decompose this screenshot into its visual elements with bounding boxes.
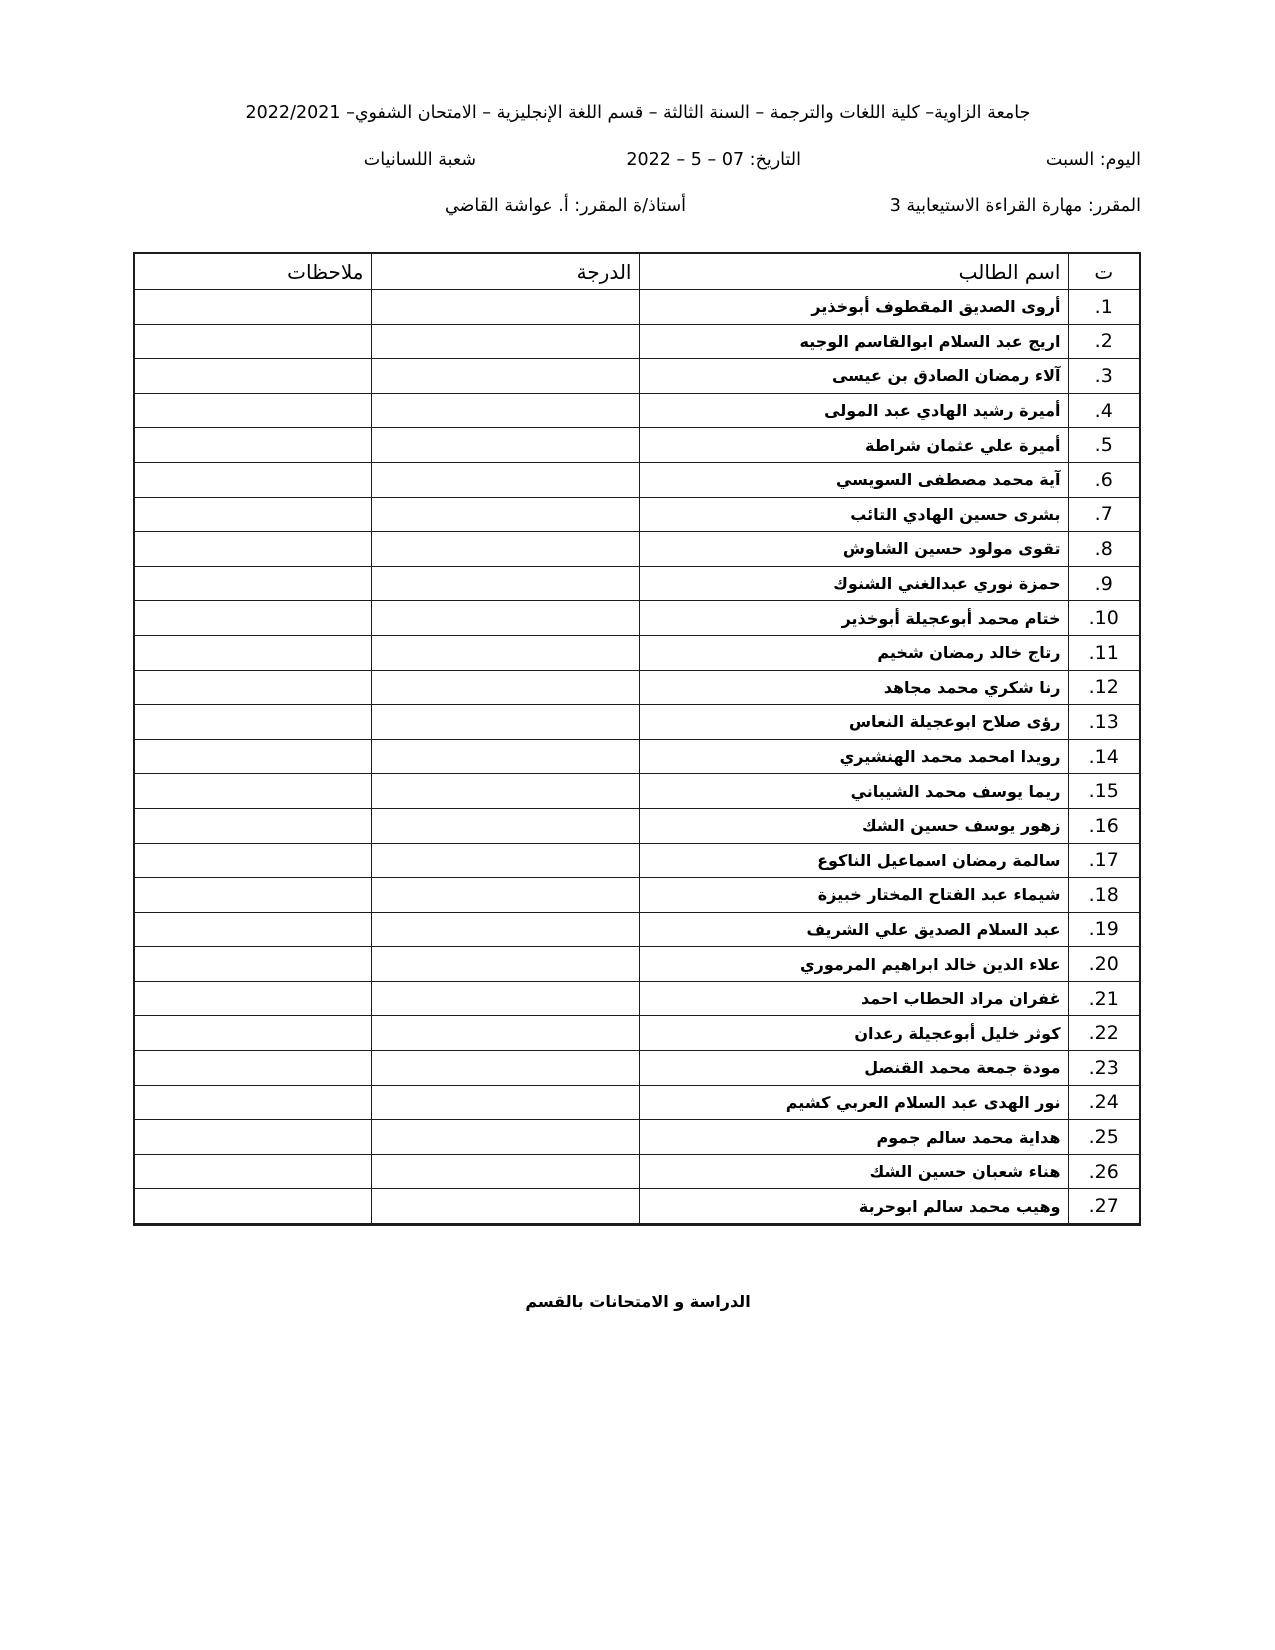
row-number: 22. [1068, 1016, 1140, 1051]
grade-cell-empty [371, 1120, 639, 1155]
notes-cell-empty [134, 878, 371, 913]
column-header-notes: ملاحظات [134, 253, 371, 290]
row-number: 17. [1068, 843, 1140, 878]
row-number: 12. [1068, 670, 1140, 705]
table-row [134, 774, 1140, 809]
student-name: عبد السلام الصديق علي الشريف [639, 912, 1068, 947]
row-number: 15. [1068, 774, 1140, 809]
notes-cell-empty [134, 428, 371, 463]
row-number: 1. [1068, 290, 1140, 325]
row-number: 25. [1068, 1120, 1140, 1155]
student-name: غفران مراد الحطاب احمد [639, 981, 1068, 1016]
student-name: كوثر خليل أبوعجيلة رعدان [639, 1016, 1068, 1051]
column-header-student-name: اسم الطالب [639, 253, 1068, 290]
table-row [134, 1016, 1140, 1051]
table-row [134, 1189, 1140, 1225]
grade-cell-empty [371, 359, 639, 394]
notes-cell-empty [134, 1154, 371, 1189]
student-name: وهيب محمد سالم ابوحربة [639, 1189, 1068, 1225]
notes-cell-empty [134, 670, 371, 705]
grade-cell-empty [371, 532, 639, 567]
notes-cell-empty [134, 981, 371, 1016]
table-row [134, 947, 1140, 982]
row-number: 18. [1068, 878, 1140, 913]
student-name: زهور يوسف حسين الشك [639, 808, 1068, 843]
table-row [134, 601, 1140, 636]
row-number: 9. [1068, 566, 1140, 601]
notes-cell-empty [134, 705, 371, 740]
table-row [134, 843, 1140, 878]
grade-cell-empty [371, 670, 639, 705]
notes-cell-empty [134, 1120, 371, 1155]
student-name: سالمة رمضان اسماعيل الناكوع [639, 843, 1068, 878]
grade-cell-empty [371, 705, 639, 740]
student-name: رتاج خالد رمضان شخيم [639, 635, 1068, 670]
date-label: التاريخ: 07 – 5 – 2022 [626, 150, 801, 170]
notes-cell-empty [134, 359, 371, 394]
student-name: اريج عبد السلام ابوالقاسم الوجيه [639, 324, 1068, 359]
student-name: رنا شكري محمد مجاهد [639, 670, 1068, 705]
row-number: 26. [1068, 1154, 1140, 1189]
notes-cell-empty [134, 532, 371, 567]
course-label: المقرر: مهارة القراءة الاستيعابية 3 [889, 196, 1141, 216]
grade-cell-empty [371, 601, 639, 636]
notes-cell-empty [134, 566, 371, 601]
table-row [134, 1120, 1140, 1155]
grade-cell-empty [371, 566, 639, 601]
grade-cell-empty [371, 878, 639, 913]
grade-cell-empty [371, 290, 639, 325]
grade-cell-empty [371, 1189, 639, 1225]
row-number: 3. [1068, 359, 1140, 394]
row-number: 5. [1068, 428, 1140, 463]
row-number: 4. [1068, 393, 1140, 428]
section-label: شعبة اللسانيات [363, 150, 476, 170]
grade-cell-empty [371, 635, 639, 670]
student-name: أميرة علي عثمان شراطة [639, 428, 1068, 463]
student-name: مودة جمعة محمد القنصل [639, 1051, 1068, 1086]
notes-cell-empty [134, 393, 371, 428]
notes-cell-empty [134, 497, 371, 532]
notes-cell-empty [134, 324, 371, 359]
table-row [134, 705, 1140, 740]
table-row [134, 1051, 1140, 1086]
row-number: 11. [1068, 635, 1140, 670]
student-name: رؤى صلاح ابوعجيلة النعاس [639, 705, 1068, 740]
notes-cell-empty [134, 462, 371, 497]
grade-cell-empty [371, 912, 639, 947]
student-name: هناء شعبان حسين الشك [639, 1154, 1068, 1189]
table-row [134, 912, 1140, 947]
row-number: 16. [1068, 808, 1140, 843]
row-number: 21. [1068, 981, 1140, 1016]
table-row [134, 635, 1140, 670]
notes-cell-empty [134, 947, 371, 982]
row-number: 2. [1068, 324, 1140, 359]
column-header-grade: الدرجة [371, 253, 639, 290]
row-number: 13. [1068, 705, 1140, 740]
instructor-label: أستاذ/ة المقرر: أ. عواشة القاضي [444, 196, 686, 216]
table-row [134, 462, 1140, 497]
student-name: رويدا امحمد محمد الهنشيري [639, 739, 1068, 774]
notes-cell-empty [134, 912, 371, 947]
notes-cell-empty [134, 635, 371, 670]
table-row [134, 808, 1140, 843]
notes-cell-empty [134, 1016, 371, 1051]
grade-cell-empty [371, 1085, 639, 1120]
row-number: 7. [1068, 497, 1140, 532]
student-name: بشرى حسين الهادي التائب [639, 497, 1068, 532]
grade-cell-empty [371, 393, 639, 428]
grade-cell-empty [371, 774, 639, 809]
grade-cell-empty [371, 1051, 639, 1086]
student-name: هداية محمد سالم جموم [639, 1120, 1068, 1155]
table-row [134, 359, 1140, 394]
grade-cell-empty [371, 428, 639, 463]
student-name: آية محمد مصطفى السويسي [639, 462, 1068, 497]
footer-note: الدراسة و الامتحانات بالقسم [525, 1292, 751, 1311]
row-number: 8. [1068, 532, 1140, 567]
table-row [134, 497, 1140, 532]
table-row [134, 324, 1140, 359]
student-name: ريما يوسف محمد الشيباني [639, 774, 1068, 809]
row-number: 6. [1068, 462, 1140, 497]
student-name: ختام محمد أبوعجيلة أبوخذير [639, 601, 1068, 636]
grade-cell-empty [371, 497, 639, 532]
table-row [134, 670, 1140, 705]
grade-cell-empty [371, 947, 639, 982]
table-row [134, 981, 1140, 1016]
student-name: تقوى مولود حسين الشاوش [639, 532, 1068, 567]
header-meta-row-1 [135, 150, 1141, 182]
row-number: 10. [1068, 601, 1140, 636]
student-name: شيماء عبد الفتاح المختار خبيزة [639, 878, 1068, 913]
grade-cell-empty [371, 843, 639, 878]
grade-cell-empty [371, 324, 639, 359]
table-row [134, 532, 1140, 567]
notes-cell-empty [134, 808, 371, 843]
table-row [134, 290, 1140, 325]
notes-cell-empty [134, 843, 371, 878]
document-title: جامعة الزاوية– كلية اللغات والترجمة – السنة الثالثة – قسم اللغة الإنجليزية – الامتحان الشفوي– 2022/2021 [245, 103, 1031, 123]
student-name: آلاء رمضان الصادق بن عيسى [639, 359, 1068, 394]
row-number: 14. [1068, 739, 1140, 774]
table-header-row [134, 253, 1140, 290]
table-row [134, 566, 1140, 601]
student-name: أروى الصديق المقطوف أبوخذير [639, 290, 1068, 325]
grade-cell-empty [371, 1154, 639, 1189]
table-row [134, 428, 1140, 463]
grade-cell-empty [371, 739, 639, 774]
notes-cell-empty [134, 1189, 371, 1225]
header-meta-row-2 [135, 196, 1141, 228]
students-table [133, 252, 1141, 1226]
day-label: اليوم: السبت [1045, 150, 1141, 170]
notes-cell-empty [134, 739, 371, 774]
table-row [134, 1154, 1140, 1189]
column-header-number: ت [1068, 253, 1140, 290]
notes-cell-empty [134, 601, 371, 636]
student-name: علاء الدين خالد ابراهيم المرموري [639, 947, 1068, 982]
notes-cell-empty [134, 1085, 371, 1120]
table-row [134, 393, 1140, 428]
grade-cell-empty [371, 1016, 639, 1051]
notes-cell-empty [134, 774, 371, 809]
table-row [134, 739, 1140, 774]
grade-cell-empty [371, 808, 639, 843]
notes-cell-empty [134, 1051, 371, 1086]
student-name: أميرة رشيد الهادي عبد المولى [639, 393, 1068, 428]
row-number: 20. [1068, 947, 1140, 982]
table-row [134, 1085, 1140, 1120]
notes-cell-empty [134, 290, 371, 325]
table-row [134, 878, 1140, 913]
grade-cell-empty [371, 981, 639, 1016]
row-number: 27. [1068, 1189, 1140, 1225]
row-number: 24. [1068, 1085, 1140, 1120]
row-number: 19. [1068, 912, 1140, 947]
student-name: نور الهدى عبد السلام العربي كشيم [639, 1085, 1068, 1120]
student-name: حمزة نوري عبدالغني الشنوك [639, 566, 1068, 601]
grade-cell-empty [371, 462, 639, 497]
row-number: 23. [1068, 1051, 1140, 1086]
